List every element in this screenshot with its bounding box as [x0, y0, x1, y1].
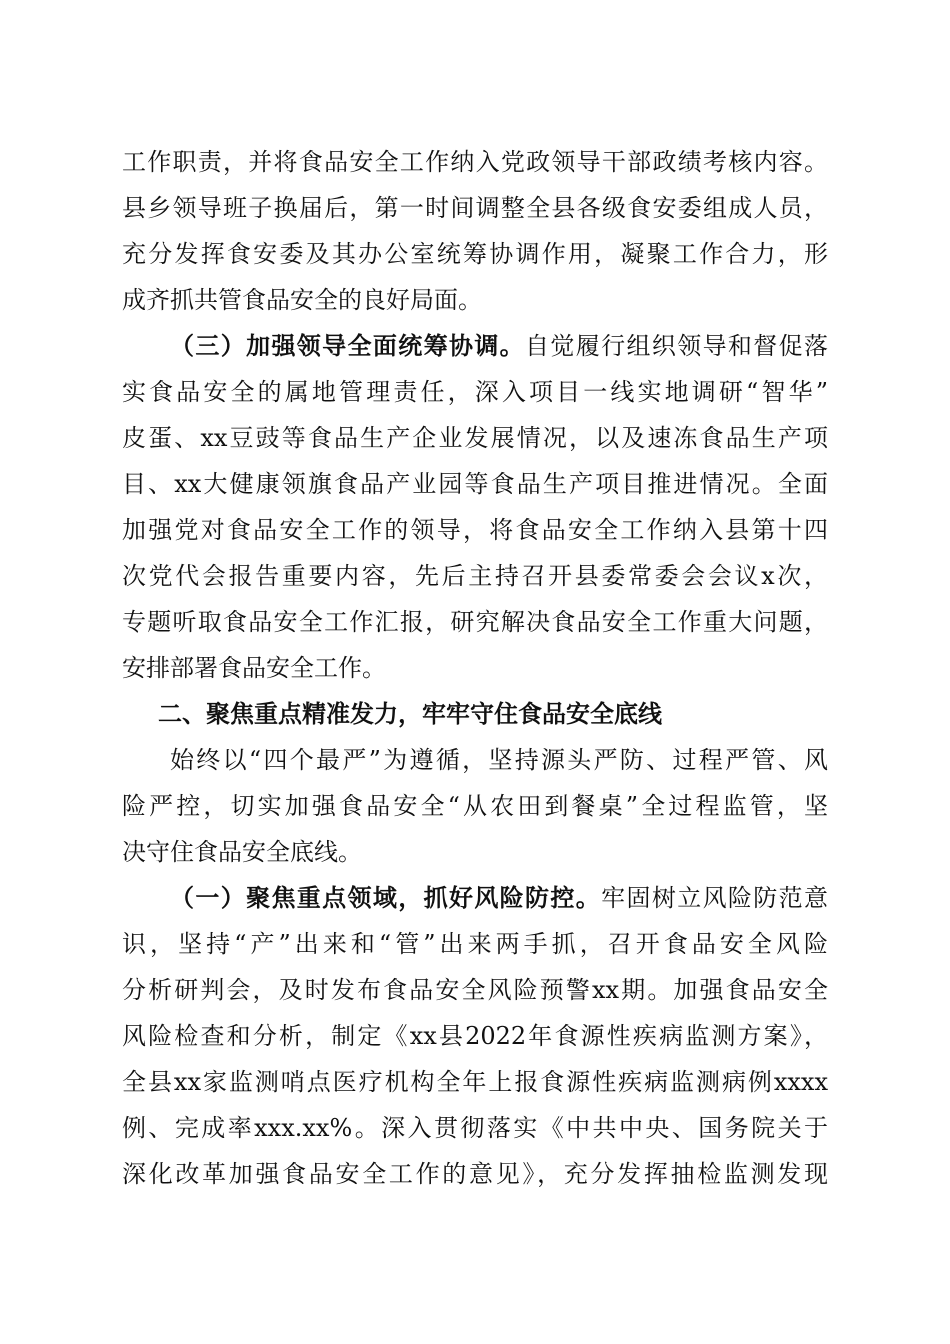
section-heading-2: 二、聚焦重点精准发力，牢牢守住食品安全底线: [158, 700, 662, 728]
p2-line-4: 目、xx大健康领旗食品产业园等食品生产项目推进情况。全面: [122, 470, 828, 498]
p3-line-2: 险严控，切实加强食品安全“从农田到餐桌”全过程监管，坚: [122, 792, 828, 820]
p2-line-1-rest: 自觉履行组织领导和督促落: [525, 332, 828, 360]
p4-line-2: 识，坚持“产”出来和“管”出来两手抓，召开食品安全风险: [122, 930, 828, 958]
p3-line-3: 决守住食品安全底线。: [122, 838, 362, 866]
p4-line-4: 风险检查和分析，制定《xx县2022年食源性疾病监测方案》，: [122, 1022, 828, 1050]
p2-line-6: 次党代会报告重要内容，先后主持召开县委常委会会议x次，: [122, 562, 828, 590]
p1-line-4: 成齐抓共管食品安全的良好局面。: [122, 286, 482, 314]
p4-line-5: 全县xx家监测哨点医疗机构全年上报食源性疾病监测病例xxxx: [122, 1068, 828, 1096]
p4-line-1-rest: 牢固树立风险防范意: [601, 884, 828, 912]
p2-lead-heading: （三）加强领导全面统筹协调。: [170, 332, 526, 360]
p2-line-1: [170, 323, 828, 369]
p4-line-3: 分析研判会，及时发布食品安全风险预警xx期。加强食品安全: [122, 976, 828, 1004]
p4-line-6: 例、完成率xxx.xx%。深入贯彻落实《中共中央、国务院关于: [122, 1114, 828, 1142]
p2-line-7: 专题听取食品安全工作汇报，研究解决食品安全工作重大问题，: [122, 608, 828, 636]
p4-line-1: [170, 875, 828, 921]
p2-line-8: 安排部署食品安全工作。: [122, 654, 386, 682]
p1-line-1: 工作职责，并将食品安全工作纳入党政领导干部政绩考核内容。: [122, 148, 828, 176]
p4-line-7: 深化改革加强食品安全工作的意见》，充分发挥抽检监测发现: [122, 1160, 828, 1188]
p2-line-2: 实食品安全的属地管理责任，深入项目一线实地调研“智华”: [122, 378, 828, 406]
p1-line-2: 县乡领导班子换届后，第一时间调整全县各级食安委组成人员，: [122, 194, 828, 222]
p3-line-1: 始终以“四个最严”为遵循，坚持源头严防、过程严管、风: [170, 746, 828, 774]
p2-line-5: 加强党对食品安全工作的领导，将食品安全工作纳入县第十四: [122, 516, 828, 544]
p1-line-3: 充分发挥食安委及其办公室统筹协调作用，凝聚工作合力，形: [122, 240, 828, 268]
p4-lead-heading: （一）聚焦重点领域，抓好风险防控。: [170, 884, 602, 912]
p2-line-3: 皮蛋、xx豆豉等食品生产企业发展情况，以及速冻食品生产项: [122, 424, 828, 452]
